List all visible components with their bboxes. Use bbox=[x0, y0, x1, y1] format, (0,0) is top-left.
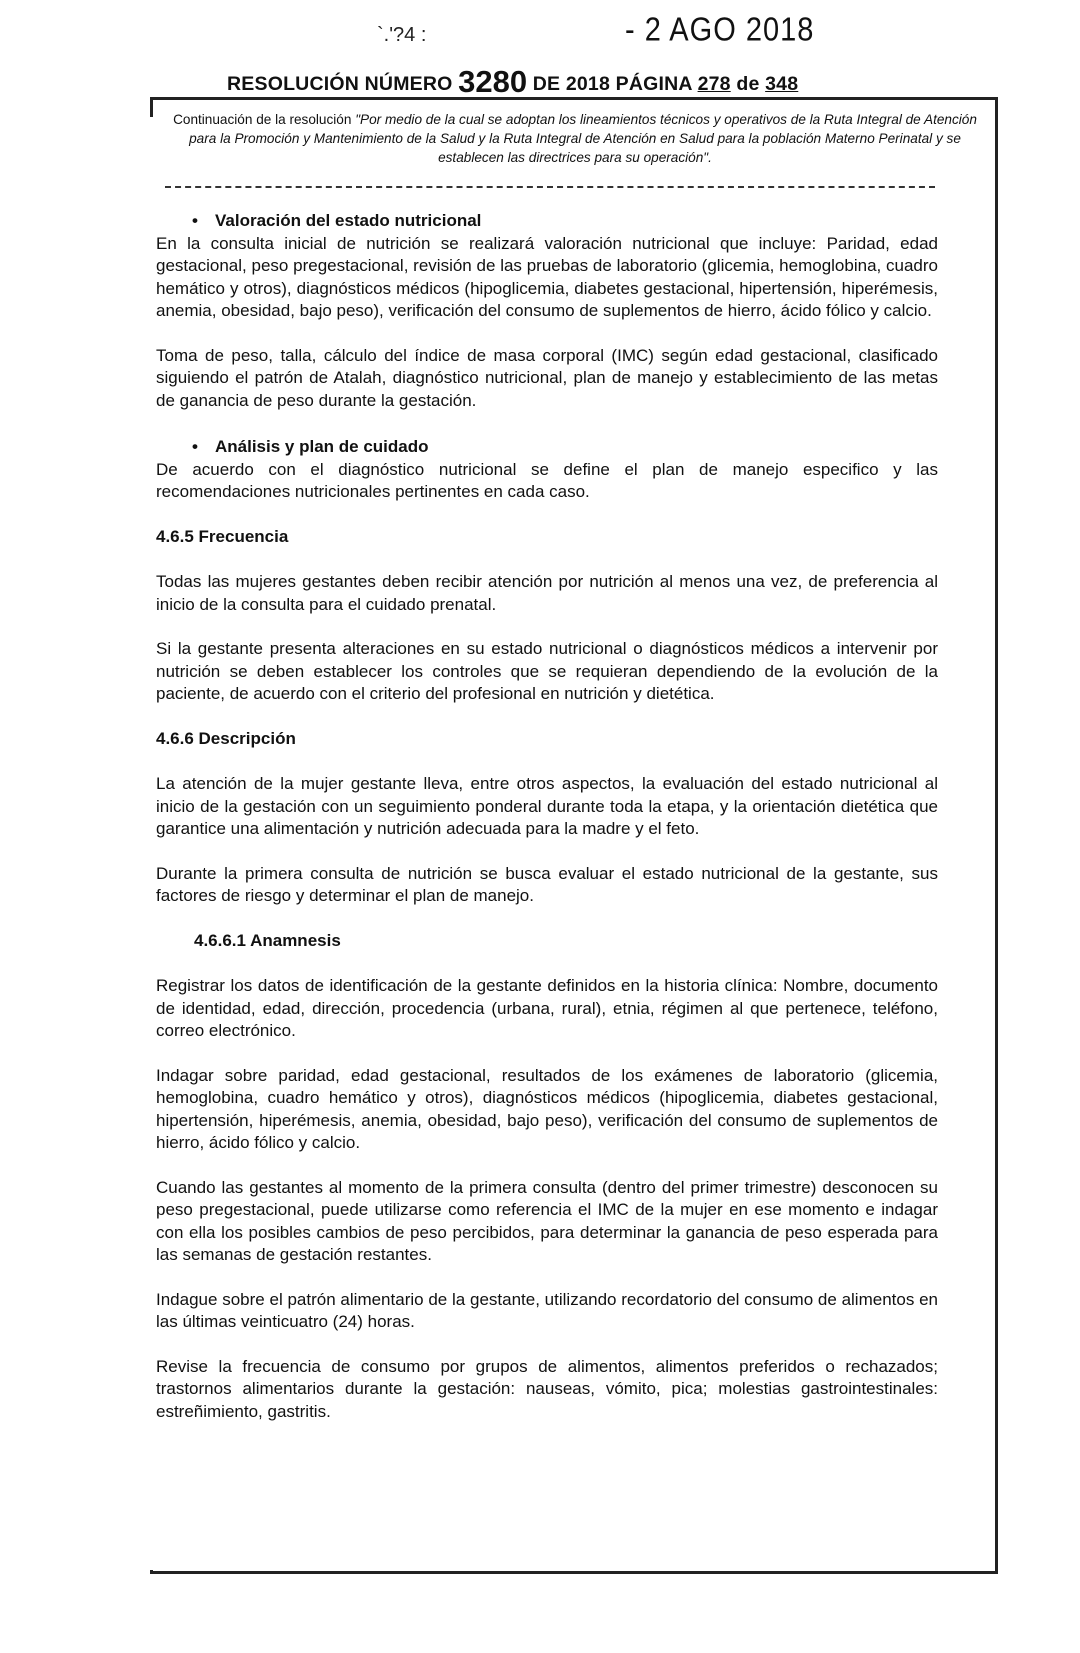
resolution-year-page-label: DE 2018 PÁGINA bbox=[532, 73, 692, 95]
paragraph: Todas las mujeres gestantes deben recibir atención por nutrición al menos una vez, de preferencia al inicio de la consulta para el cuidado prenatal. bbox=[156, 572, 938, 614]
resolution-label: RESOLUCIÓN NÚMERO bbox=[227, 73, 453, 95]
paragraph: La atención de la mujer gestante lleva, entre otros aspectos, la evaluación del estado nutricional al inicio de la gestación con un seguimiento ponderal durante toda la etapa, y la orientación dietética que garantice una alimentación y nutrición adecuada para la madre y el feto. bbox=[156, 774, 938, 838]
paragraph: En la consulta inicial de nutrición se realizará valoración nutricional que incluye: Paridad, edad gestacional, peso pregestacional, revisión de las pruebas de laboratorio (glicemia, hemoglobina, cuadro hemático y otros), diagnósticos médicos (hipoglicemia, diabetes gestacional, hipertensión, hiperémesis, anemia, obesidad, bajo peso), verificación del consumo de suplementos de hierro, ácido fólico y calcio. bbox=[156, 233, 938, 320]
paragraph: Durante la primera consulta de nutrición se busca evaluar el estado nutricional de la gestante, sus factores de riesgo y determinar el plan de manejo. bbox=[156, 863, 938, 905]
frame-left-tick bbox=[150, 97, 153, 117]
paragraph: Indague sobre el patrón alimentario de la gestante, utilizando recordatorio del consumo de alimentos en las últimas veinticuatro (24) horas. bbox=[156, 1289, 938, 1331]
stamp-mark: `.'?4 : bbox=[377, 24, 427, 46]
continuation-lead: Continuación de la resolución bbox=[173, 112, 352, 127]
paragraph: Revise la frecuencia de consumo por grupos de alimentos, alimentos preferidos o rechazados; trastornos alimentarios durante la gestación: nauseas, vómito, pica; molestias gastrointestinales: estreñimiento, gastritis. bbox=[156, 1356, 938, 1421]
paragraph: Toma de peso, talla, cálculo del índice de masa corporal (IMC) según edad gestacional, clasificado siguiendo el patrón de Atalah, diagnóstico nutricional, plan de manejo y establecimiento de las metas de ganancia de peso durante la gestación. bbox=[156, 345, 938, 410]
paragraph: Si la gestante presenta alteraciones en su estado nutricional o diagnósticos médicos a intervenir por nutrición se deben establecer los controles que se requieran dependiendo de la evolución de la paciente, de acuerdo con el criterio del profesional en nutrición y dietética. bbox=[156, 639, 938, 703]
paragraph: Indagar sobre paridad, edad gestacional, resultados de los exámenes de laboratorio (glicemia, hemoglobina, cuadro hemático y otros), diagnósticos médicos (hipoglicemia, diabetes gestacional, hipertensión, hiperémesis, anemia, obesidad, bajo peso), verificación del consumo de suplementos de hierro, ácido fólico y calcio. bbox=[156, 1065, 938, 1152]
section-heading: 4.6.6 Descripción bbox=[156, 728, 296, 748]
document-body bbox=[156, 210, 938, 1423]
paragraph: De acuerdo con el diagnóstico nutricional se define el plan de manejo especifico y las recomendaciones nutricionales pertinentes en cada caso. bbox=[156, 459, 938, 501]
bullet-icon: • bbox=[192, 211, 198, 230]
continuation-text: "Por medio de la cual se adoptan los lineamientos técnicos y operativos de la Ruta Integral de Atención para la Promoción y Mantenimiento de la Salud y la Ruta Integral de Atención en Salud para la población Materno Perinatal y se establecen las directrices para su operación". bbox=[189, 112, 977, 165]
continuation-note bbox=[165, 110, 985, 167]
bullet-title: Valoración del estado nutricional bbox=[215, 211, 482, 230]
bullet-heading bbox=[156, 436, 938, 459]
dashed-separator bbox=[165, 186, 935, 188]
bullet-heading bbox=[156, 210, 938, 233]
resolution-header bbox=[227, 62, 798, 98]
paragraph: Registrar los datos de identificación de la gestante definidos en la historia clínica: Nombre, documento de identidad, edad, dirección, procedencia (urbana, rural), etnia, régimen al que pertenece, teléfono, correo electrónico. bbox=[156, 976, 938, 1040]
date-stamp: - 2 AGO 2018 bbox=[625, 11, 815, 49]
frame-left-bottom bbox=[150, 1570, 153, 1574]
page-current: 278 bbox=[697, 73, 731, 95]
paragraph: Cuando las gestantes al momento de la primera consulta (dentro del primer trimestre) desconocen su peso pregestacional, puede utilizarse como referencia el IMC de la mujer en ese momento e indagar con ella los posibles cambios de peso percibidos, para determinar la ganancia de peso esperada para las semanas de gestación restantes. bbox=[156, 1177, 938, 1264]
subsection-heading: 4.6.6.1 Anamnesis bbox=[194, 930, 341, 950]
bullet-title: Análisis y plan de cuidado bbox=[215, 437, 429, 456]
page-total: 348 bbox=[765, 73, 799, 95]
resolution-number: 3280 bbox=[458, 64, 528, 99]
page-of-label: de bbox=[736, 73, 760, 95]
bullet-icon: • bbox=[192, 437, 198, 456]
section-heading: 4.6.5 Frecuencia bbox=[156, 526, 289, 546]
